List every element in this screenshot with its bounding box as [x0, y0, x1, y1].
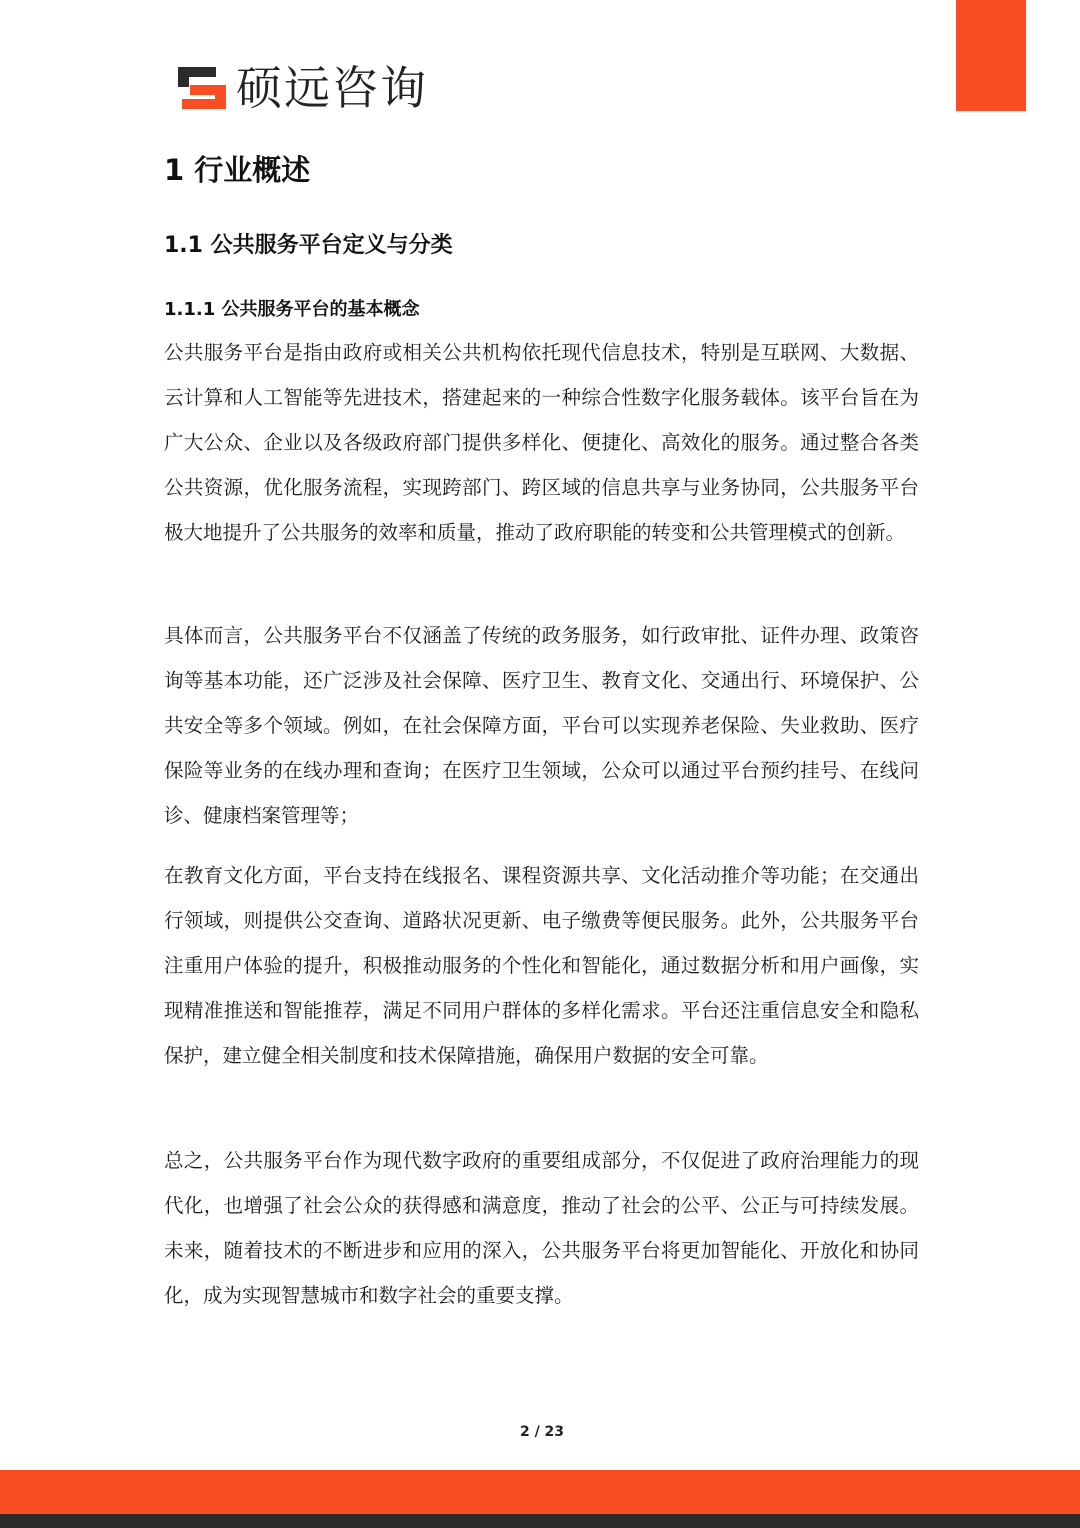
paragraph-definition: 公共服务平台是指由政府或相关公共机构依托现代信息技术，特别是互联网、大数据、云计算和人工智能等先进技术，搭建起来的一种综合性数字化服务载体。该平台旨在为广大公众、企业以及各级政府部门提供多样化、便捷化、高效化的服务。通过整合各类公共资源，优化服务流程，实现跨部门、跨区域的信息共享与业务协同，公共服务平台极大地提升了公共服务的效率和质量，推动了政府职能的转变和公共管理模式的创新。 — [164, 341, 919, 544]
logo-text: 硕远咨询 — [236, 61, 428, 115]
logo-mark-icon — [176, 65, 228, 111]
paragraph-services: 在教育文化方面，平台支持在线报名、课程资源共享、文化活动推介等功能；在交通出行领域，则提供公交查询、道路状况更新、电子缴费等便民服务。此外，公共服务平台注重用户体验的提升，积极推动服务的个性化和智能化，通过数据分析和用户画像，实现精准推送和智能推荐，满足不同用户群体的多样化需求。平台还注重信息安全和隐私保护，建立健全相关制度和技术保障措施，确保用户数据的安全可靠。 — [164, 864, 919, 1067]
footer-accent-bar — [0, 1470, 1080, 1514]
paragraph-summary: 总之，公共服务平台作为现代数字政府的重要组成部分，不仅促进了政府治理能力的现代化，也增强了社会公众的获得感和满意度，推动了社会的公平、公正与可持续发展。未来，随着技术的不断进步和应用的深入，公共服务平台将更加智能化、开放化和协同化，成为实现智慧城市和数字社会的重要支撑。 — [164, 1149, 919, 1307]
company-logo — [176, 60, 428, 116]
sub-subsection-heading: 1.1.1 公共服务平台的基本概念 — [164, 299, 420, 320]
footer-dark-line — [0, 1514, 1080, 1528]
page-number: 2 / 23 — [519, 1424, 565, 1440]
top-accent-block — [956, 0, 1026, 111]
section-heading: 1 行业概述 — [164, 153, 311, 187]
paragraph-scope: 具体而言，公共服务平台不仅涵盖了传统的政务服务，如行政审批、证件办理、政策咨询等基本功能，还广泛涉及社会保障、医疗卫生、教育文化、交通出行、环境保护、公共安全等多个领域。例如，在社会保障方面，平台可以实现养老保险、失业救助、医疗保险等业务的在线办理和查询；在医疗卫生领域，公众可以通过平台预约挂号、在线问诊、健康档案管理等； — [164, 624, 919, 827]
subsection-heading: 1.1 公共服务平台定义与分类 — [164, 233, 453, 258]
